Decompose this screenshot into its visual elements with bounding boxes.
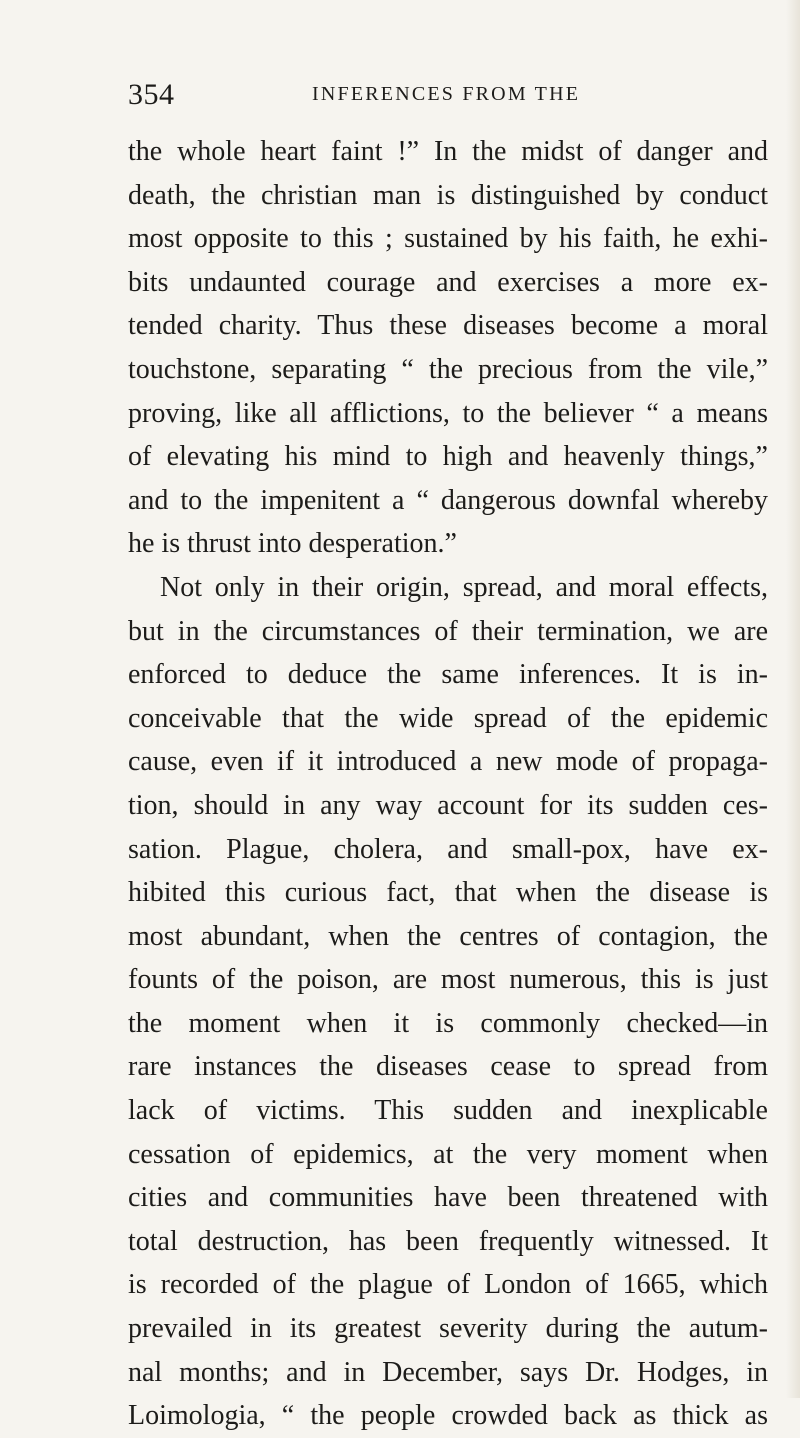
text-line: and to the impenitent a “ dangerous downfal whereby (128, 484, 768, 516)
text-line: is recorded of the plague of London of 1665, which (128, 1269, 768, 1301)
text-line: sation. Plague, cholera, and small-pox, have ex- (128, 833, 768, 865)
text-line: prevailed in its greatest severity during the autum- (128, 1313, 768, 1345)
body-text (128, 130, 768, 1438)
text-line: total destruction, has been frequently witnessed. It (128, 1225, 768, 1257)
text-line: bits undaunted courage and exercises a more ex- (128, 266, 768, 298)
text-line: the moment when it is commonly checked—in (128, 1007, 768, 1039)
text-line: cessation of epidemics, at the very moment when (128, 1138, 768, 1170)
text-line: nal months; and in December, says Dr. Hodges, in (128, 1356, 768, 1388)
text-line: rare instances the diseases cease to spread from (128, 1051, 768, 1083)
text-line: Loimologia, “ the people crowded back as thick as (128, 1400, 768, 1432)
text-line: touchstone, separating “ the precious from the vile,” (128, 353, 768, 385)
text-line: hibited this curious fact, that when the disease is (128, 877, 768, 909)
text-line: tended charity. Thus these diseases become a moral (128, 310, 768, 342)
running-head: INFERENCES FROM THE (312, 83, 581, 105)
text-line: cities and communities have been threatened with (128, 1182, 768, 1214)
paragraph-start-line: Not only in their origin, spread, and moral effects, (160, 571, 768, 603)
text-line: founts of the poison, are most numerous, this is just (128, 964, 768, 996)
text-line: cause, even if it introduced a new mode of propaga- (128, 746, 768, 778)
text-line: death, the christian man is distinguished by conduct (128, 179, 768, 211)
page-edge-shadow (786, 0, 800, 1398)
text-line: most opposite to this ; sustained by his faith, he exhi- (128, 223, 768, 255)
page-number: 354 (128, 78, 175, 111)
text-line: most abundant, when the centres of contagion, the (128, 920, 768, 952)
text-line: enforced to deduce the same inferences. It is in- (128, 659, 768, 691)
text-line: proving, like all afflictions, to the believer “ a means (128, 397, 768, 429)
text-line: the whole heart faint !” In the midst of danger and (128, 136, 768, 167)
text-line: conceivable that the wide spread of the epidemic (128, 702, 768, 734)
text-line: of elevating his mind to high and heavenly things,” (128, 441, 768, 473)
text-line: lack of victims. This sudden and inexplicable (128, 1095, 768, 1127)
text-line: he is thrust into desperation.” (128, 528, 457, 560)
text-line: tion, should in any way account for its sudden ces- (128, 789, 768, 821)
text-line: but in the circumstances of their termination, we are (128, 615, 768, 647)
page-header (128, 78, 768, 118)
